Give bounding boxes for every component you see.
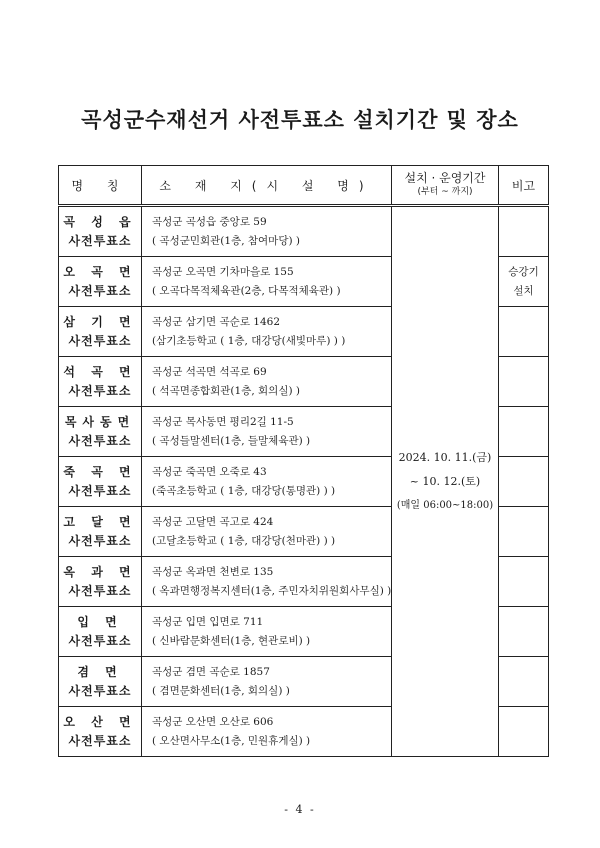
polling-stations-table	[58, 165, 549, 757]
station-area: 석 곡 면	[63, 364, 137, 379]
station-name-cell	[59, 707, 142, 757]
station-name-cell	[59, 607, 142, 657]
station-area: 죽 곡 면	[63, 464, 137, 479]
station-name-cell	[59, 657, 142, 707]
station-label: 사전투표소	[68, 333, 132, 348]
station-name-cell	[59, 206, 142, 257]
note-cell	[499, 707, 549, 757]
station-facility: ( 곡성군민회관(1층, 참여마당) )	[152, 234, 300, 247]
station-area: 옥 과 면	[63, 564, 137, 579]
station-name-cell	[59, 407, 142, 457]
station-area: 오 산 면	[63, 714, 137, 729]
station-name-cell	[59, 257, 142, 307]
note-cell	[499, 357, 549, 407]
station-facility: ( 석곡면종합회관(1층, 회의실) )	[152, 384, 300, 397]
header-name: 명 칭	[59, 166, 142, 206]
station-facility: ( 오곡다목적체육관(2층, 다목적체육관) )	[152, 284, 341, 297]
station-address: 곡성군 곡성읍 중앙로 59	[152, 215, 267, 228]
station-label: 사전투표소	[68, 633, 132, 648]
note-cell	[499, 557, 549, 607]
period-end: ~ 10. 12.(토)	[409, 474, 481, 488]
station-facility: ( 신바람문화센터(1층, 현관로비) )	[152, 634, 311, 647]
station-label: 사전투표소	[68, 233, 132, 248]
station-name-cell	[59, 457, 142, 507]
station-location-cell	[142, 707, 392, 757]
station-facility: (고달초등학교 ( 1층, 대강당(천마관) ) )	[152, 534, 336, 547]
station-facility: ( 겸면문화센터(1층, 회의실) )	[152, 684, 290, 697]
station-location-cell	[142, 257, 392, 307]
station-address: 곡성군 옥과면 천변로 135	[152, 565, 274, 578]
station-address: 곡성군 죽곡면 오죽로 43	[152, 465, 267, 478]
note-cell	[499, 407, 549, 457]
note-cell	[499, 607, 549, 657]
station-name-cell	[59, 357, 142, 407]
note-cell	[499, 657, 549, 707]
station-area: 고 달 면	[63, 514, 137, 529]
station-location-cell	[142, 357, 392, 407]
note-installed: 설치	[513, 284, 534, 297]
document-title: 곡성군수재선거 사전투표소 설치기간 및 장소	[81, 108, 519, 132]
station-location-cell	[142, 557, 392, 607]
page-number: - 4 -	[284, 803, 316, 816]
station-label: 사전투표소	[68, 583, 132, 598]
station-label: 사전투표소	[68, 283, 132, 298]
station-facility: ( 곡성들말센터(1층, 들말체육관) )	[152, 434, 311, 447]
station-label: 사전투표소	[68, 383, 132, 398]
note-cell	[499, 457, 549, 507]
station-address: 곡성군 목사동면 평리2길 11-5	[152, 415, 294, 428]
station-facility: (죽곡초등학교 ( 1층, 대강당(통명관) ) )	[152, 484, 336, 497]
station-location-cell	[142, 407, 392, 457]
station-location-cell	[142, 607, 392, 657]
station-location-cell	[142, 206, 392, 257]
period-start: 2024. 10. 11.(금)	[398, 450, 492, 464]
period-hours: (매일 06:00~18:00)	[396, 499, 494, 511]
station-address: 곡성군 입면 입면로 711	[152, 615, 264, 628]
station-name-cell	[59, 507, 142, 557]
header-period-label: 설치 · 운영기간	[404, 171, 486, 185]
station-location-cell	[142, 657, 392, 707]
station-label: 사전투표소	[68, 533, 132, 548]
station-area: 입 면	[77, 614, 123, 629]
station-area: 오 곡 면	[63, 264, 137, 279]
header-period	[392, 166, 499, 206]
station-facility: ( 옥과면행정복지센터(1층, 주민자치위원회사무실) )	[152, 584, 392, 597]
station-name-cell	[59, 557, 142, 607]
period-cell	[392, 206, 499, 757]
header-location: 소 재 지(시 설 명)	[142, 166, 392, 206]
table-header-row	[59, 166, 549, 206]
header-note: 비고	[499, 166, 549, 206]
note-elevator: 승강기	[508, 265, 539, 278]
header-period-sub: (부터 ~ 까지)	[417, 187, 473, 197]
station-address: 곡성군 오곡면 기차마을로 155	[152, 265, 294, 278]
station-area: 삼 기 면	[63, 314, 137, 329]
station-location-cell	[142, 507, 392, 557]
note-cell	[499, 307, 549, 357]
station-address: 곡성군 오산면 오산로 606	[152, 715, 274, 728]
station-address: 곡성군 삼기면 곡순로 1462	[152, 315, 281, 328]
station-facility: ( 오산면사무소(1층, 민원휴게실) )	[152, 734, 311, 747]
station-facility: (삼기초등학교 ( 1층, 대강당(새빛마루) ) )	[152, 334, 346, 347]
station-area: 목사동면	[64, 414, 136, 429]
note-cell	[499, 206, 549, 257]
note-cell	[499, 257, 549, 307]
station-area: 곡 성 읍	[63, 214, 137, 229]
station-location-cell	[142, 307, 392, 357]
station-address: 곡성군 석곡면 석곡로 69	[152, 365, 267, 378]
table-row	[59, 206, 549, 257]
station-name-cell	[59, 307, 142, 357]
station-location-cell	[142, 457, 392, 507]
station-label: 사전투표소	[68, 433, 132, 448]
station-label: 사전투표소	[68, 683, 132, 698]
station-address: 곡성군 겸면 곡순로 1857	[152, 665, 270, 678]
station-area: 겸 면	[77, 664, 123, 679]
note-cell	[499, 507, 549, 557]
station-label: 사전투표소	[68, 733, 132, 748]
station-label: 사전투표소	[68, 483, 132, 498]
station-address: 곡성군 고달면 곡고로 424	[152, 515, 274, 528]
